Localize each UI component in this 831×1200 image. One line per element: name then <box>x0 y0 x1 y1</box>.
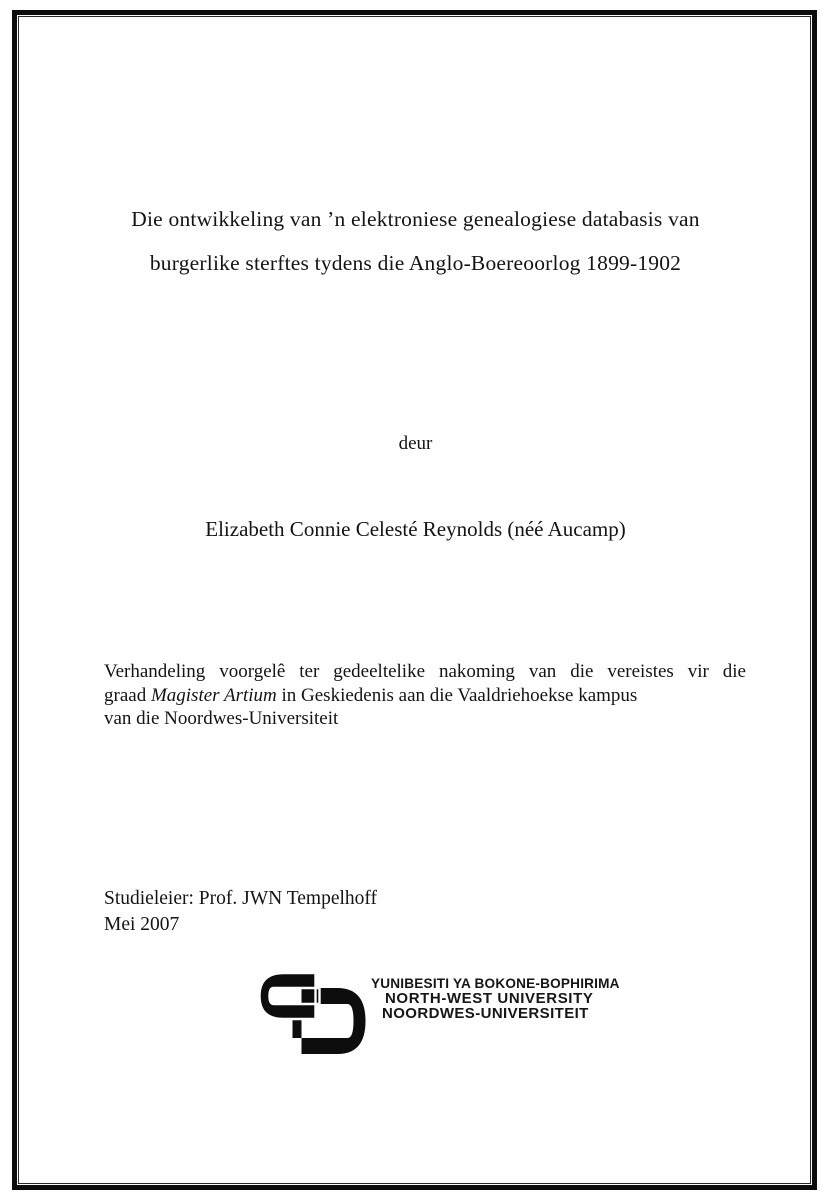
supervisor-line: Studieleier: Prof. JWN Tempelhoff <box>104 888 378 909</box>
page-title-line-1: Die ontwikkeling van ’n elektroniese genealogiese databasis van <box>131 207 700 231</box>
university-name-afrikaans: NOORDWES-UNIVERSITEIT <box>382 1005 589 1023</box>
thesis-statement-line-2 <box>104 684 746 708</box>
page-title <box>70 197 761 285</box>
statement-line-2-suffix: in Geskiedenis aan die Vaaldriehoekse kampus <box>276 684 638 706</box>
date-line: Mei 2007 <box>104 914 180 935</box>
byline: deur <box>398 433 433 454</box>
degree-name: Magister Artium <box>150 684 277 706</box>
university-name-english: NORTH-WEST UNIVERSITY <box>385 990 594 1008</box>
university-name-setswana: YUNIBESITI YA BOKONE-BOPHIRIMA <box>371 976 620 991</box>
thesis-statement-line-1: Verhandeling voorgelê ter gedeeltelike nakoming van die vereistes vir die <box>104 661 746 682</box>
author-name: Elizabeth Connie Celesté Reynolds (néé Aucamp) <box>205 517 626 541</box>
university-logo-mark-icon <box>257 971 368 1056</box>
university-logo <box>257 971 620 1056</box>
university-logo-text <box>371 971 620 1022</box>
thesis-statement <box>104 660 746 731</box>
page-title-line-2: burgerlike sterftes tydens die Anglo-Boereoorlog 1899-1902 <box>149 251 682 275</box>
statement-line-2-prefix: graad <box>104 684 151 706</box>
thesis-statement-line-3: van die Noordwes-Universiteit <box>104 708 339 729</box>
